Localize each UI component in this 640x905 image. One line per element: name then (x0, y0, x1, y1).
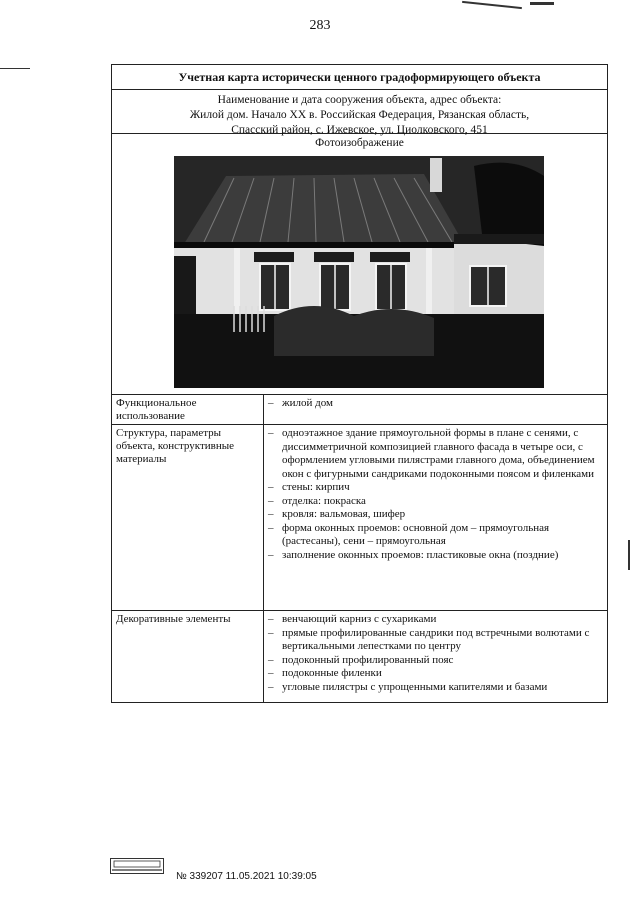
scan-artifact (530, 2, 554, 5)
list-item (268, 654, 603, 668)
list-item-text: заполнение оконных проемов: пластиковые окна (поздние) (282, 548, 559, 561)
list-item-text: венчающий карниз с сухариками (282, 613, 437, 625)
dash-bullet: – (268, 613, 274, 625)
list-item-text: прямые профилированные сандрики под встречными волютами с вертикальными лепестками по центру (282, 626, 590, 652)
dash-bullet: – (268, 653, 274, 666)
object-name-line: Спасский район, с. Ижевское, ул. Циолковского, 451 (231, 124, 488, 136)
house-photo (174, 156, 544, 388)
row-items (264, 425, 607, 610)
list-item (268, 522, 603, 549)
list-item (268, 549, 603, 563)
registration-card (111, 64, 608, 703)
list-item (268, 495, 603, 509)
list-item (268, 667, 603, 681)
house-photo-image (174, 156, 544, 388)
list-item (268, 613, 603, 627)
object-name-line: Жилой дом. Начало XX в. Российская Федерация, Рязанская область, (189, 109, 530, 121)
scan-artifact (462, 1, 522, 9)
dash-bullet: – (268, 427, 274, 439)
list-item-text: стены: кирпич (282, 481, 350, 493)
dash-bullet: – (268, 626, 274, 639)
list-item-text: кровля: вальмовая, шифер (282, 508, 406, 520)
photo-label: Фотоизображение (315, 137, 404, 149)
photo-block (112, 134, 607, 395)
row-items (264, 611, 607, 702)
document-registration-number: № 339207 11.05.2021 10:39:05 (176, 871, 317, 882)
list-item (268, 508, 603, 522)
row-items (264, 395, 607, 424)
object-name-block (112, 90, 607, 134)
dash-bullet: – (268, 680, 274, 693)
row-label: Структура, параметры объекта, конструктивные материалы (112, 425, 264, 610)
scan-artifact (628, 540, 630, 570)
object-name-line: Наименование и дата сооружения объекта, адрес объекта: (217, 94, 502, 106)
page-number: 283 (309, 18, 331, 33)
dash-bullet: – (268, 508, 274, 520)
dash-bullet: – (268, 481, 274, 493)
list-item (268, 627, 603, 654)
list-item (268, 427, 603, 481)
dash-bullet: – (268, 494, 274, 507)
list-item (268, 397, 603, 411)
list-item-text: жилой дом (282, 397, 333, 409)
row-label: Функциональное использование (112, 395, 264, 424)
dash-bullet: – (268, 667, 274, 679)
dash-bullet: – (268, 548, 274, 561)
list-item-text: угловые пилястры с упрощенными капителями и базами (282, 680, 548, 693)
dash-bullet: – (268, 521, 274, 534)
footer-stamp-logo (110, 858, 164, 874)
scan-artifact (0, 68, 30, 69)
card-title: Учетная карта исторически ценного градоформирующего объекта (112, 65, 607, 90)
list-item-text: подоконный профилированный пояс (282, 653, 454, 666)
list-item (268, 681, 603, 695)
row-structure (112, 425, 607, 611)
dash-bullet: – (268, 397, 274, 409)
list-item-text: форма оконных проемов: основной дом – прямоугольная (растесаны), сени – прямоугольная (282, 521, 550, 547)
row-functional-use (112, 395, 607, 425)
list-item-text: отделка: покраска (282, 494, 366, 507)
list-item-text: подоконные филенки (282, 667, 382, 679)
list-item-text: одноэтажное здание прямоугольной формы в плане с сенями, с диссимметричной композицией главного фасада в четыре оси, с оформлением угловыми пилястрами главного дома, объединением окон с фигурными сандриками подоконными поясом и филенками (282, 427, 595, 480)
row-decorative (112, 611, 607, 702)
list-item (268, 481, 603, 495)
row-label: Декоративные элементы (112, 611, 264, 702)
